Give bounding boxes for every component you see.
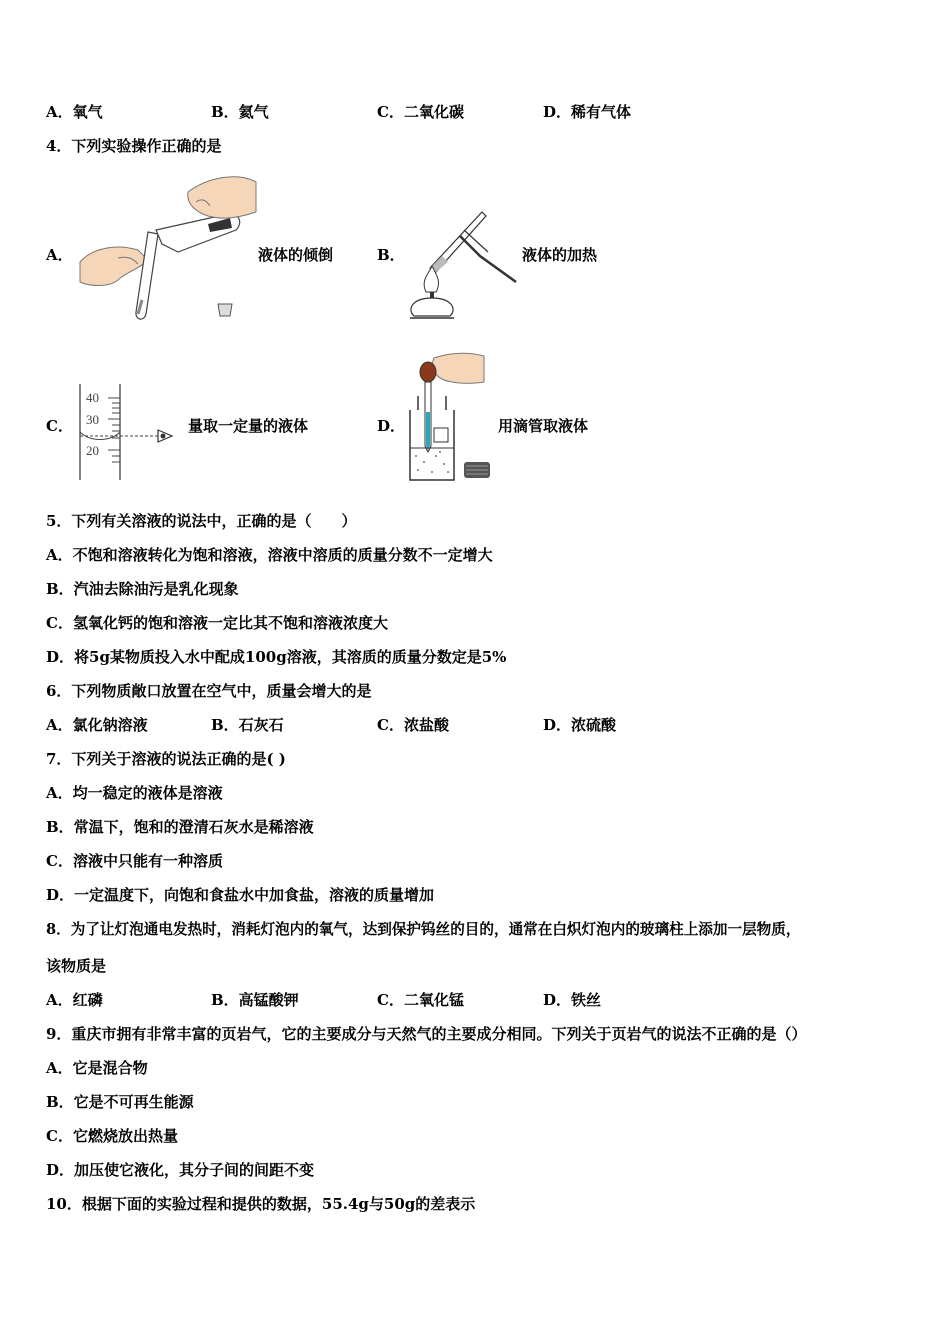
q8-stem-line2: 该物质是 bbox=[46, 957, 107, 975]
pouring-liquid-figure bbox=[78, 172, 258, 322]
q7-stem: 7．下列关于溶液的说法正确的是( ) bbox=[46, 750, 286, 768]
q3-option-a: A．氧气 bbox=[46, 103, 103, 121]
q7-option-a: A．均一稳定的液体是溶液 bbox=[46, 784, 223, 802]
q4-stem: 4．下列实验操作正确的是 bbox=[46, 137, 222, 155]
q4-option-a-caption: 液体的倾倒 bbox=[258, 246, 334, 264]
q3-option-c: C．二氧化碳 bbox=[377, 103, 464, 121]
q8-option-d: D．铁丝 bbox=[543, 991, 602, 1009]
q9-stem: 9．重庆市拥有非常丰富的页岩气，它的主要成分与天然气的主要成分相同。下列关于页岩气的说法不正确的是（） bbox=[46, 1025, 807, 1043]
cylinder-mark-20: 20 bbox=[86, 443, 99, 458]
q4-option-d-letter: D． bbox=[377, 417, 406, 435]
q4-option-c-letter: C． bbox=[46, 417, 73, 435]
q6-option-b: B．石灰石 bbox=[211, 716, 284, 734]
q7-option-b: B．常温下，饱和的澄清石灰水是稀溶液 bbox=[46, 818, 314, 836]
q5-option-d: D．将5g某物质投入水中配成100g溶液，其溶质的质量分数定是5% bbox=[46, 648, 507, 666]
cylinder-mark-40: 40 bbox=[86, 390, 99, 405]
q5-option-a: A．不饱和溶液转化为饱和溶液，溶液中溶质的质量分数不一定增大 bbox=[46, 546, 493, 564]
q4-option-a-letter: A． bbox=[46, 246, 73, 264]
q6-option-d: D．浓硫酸 bbox=[543, 716, 617, 734]
q3-option-d: D．稀有气体 bbox=[543, 103, 632, 121]
q5-stem: 5．下列有关溶液的说法中，正确的是（ ） bbox=[46, 512, 357, 530]
q4-option-d-caption: 用滴管取液体 bbox=[498, 417, 589, 435]
q9-option-a: A．它是混合物 bbox=[46, 1059, 148, 1077]
dropper-figure bbox=[404, 352, 496, 484]
q7-option-d: D．一定温度下，向饱和食盐水中加食盐，溶液的质量增加 bbox=[46, 886, 435, 904]
q8-stem-line1: 8．为了让灯泡通电发热时，消耗灯泡内的氧气，达到保护钨丝的目的，通常在白炽灯泡内的玻璃柱上添加一层物质， bbox=[46, 921, 801, 938]
q8-option-a: A．红磷 bbox=[46, 991, 103, 1009]
q9-option-d: D．加压使它液化，其分子间的间距不变 bbox=[46, 1161, 315, 1179]
q4-option-b-letter: B． bbox=[377, 246, 405, 264]
q9-option-b: B．它是不可再生能源 bbox=[46, 1093, 194, 1111]
heating-liquid-figure bbox=[400, 200, 520, 322]
cylinder-mark-30: 30 bbox=[86, 412, 99, 427]
q9-option-c: C．它燃烧放出热量 bbox=[46, 1127, 178, 1145]
q5-option-b: B．汽油去除油污是乳化现象 bbox=[46, 580, 239, 598]
q8-option-b: B．高锰酸钾 bbox=[211, 991, 299, 1009]
graduated-cylinder-figure bbox=[74, 382, 184, 482]
q10-stem: 10．根据下面的实验过程和提供的数据，55.4g与50g的差表示 bbox=[46, 1195, 476, 1213]
q4-option-b-caption: 液体的加热 bbox=[522, 246, 598, 264]
q6-stem: 6．下列物质敞口放置在空气中，质量会增大的是 bbox=[46, 682, 372, 700]
q6-option-a: A．氯化钠溶液 bbox=[46, 716, 148, 734]
q4-option-c-caption: 量取一定量的液体 bbox=[188, 417, 309, 435]
q6-option-c: C．浓盐酸 bbox=[377, 716, 449, 734]
q8-option-c: C．二氧化锰 bbox=[377, 991, 464, 1009]
q3-option-b: B．氦气 bbox=[211, 103, 269, 121]
q5-option-c: C．氢氧化钙的饱和溶液一定比其不饱和溶液浓度大 bbox=[46, 614, 388, 632]
q7-option-c: C．溶液中只能有一种溶质 bbox=[46, 852, 223, 870]
